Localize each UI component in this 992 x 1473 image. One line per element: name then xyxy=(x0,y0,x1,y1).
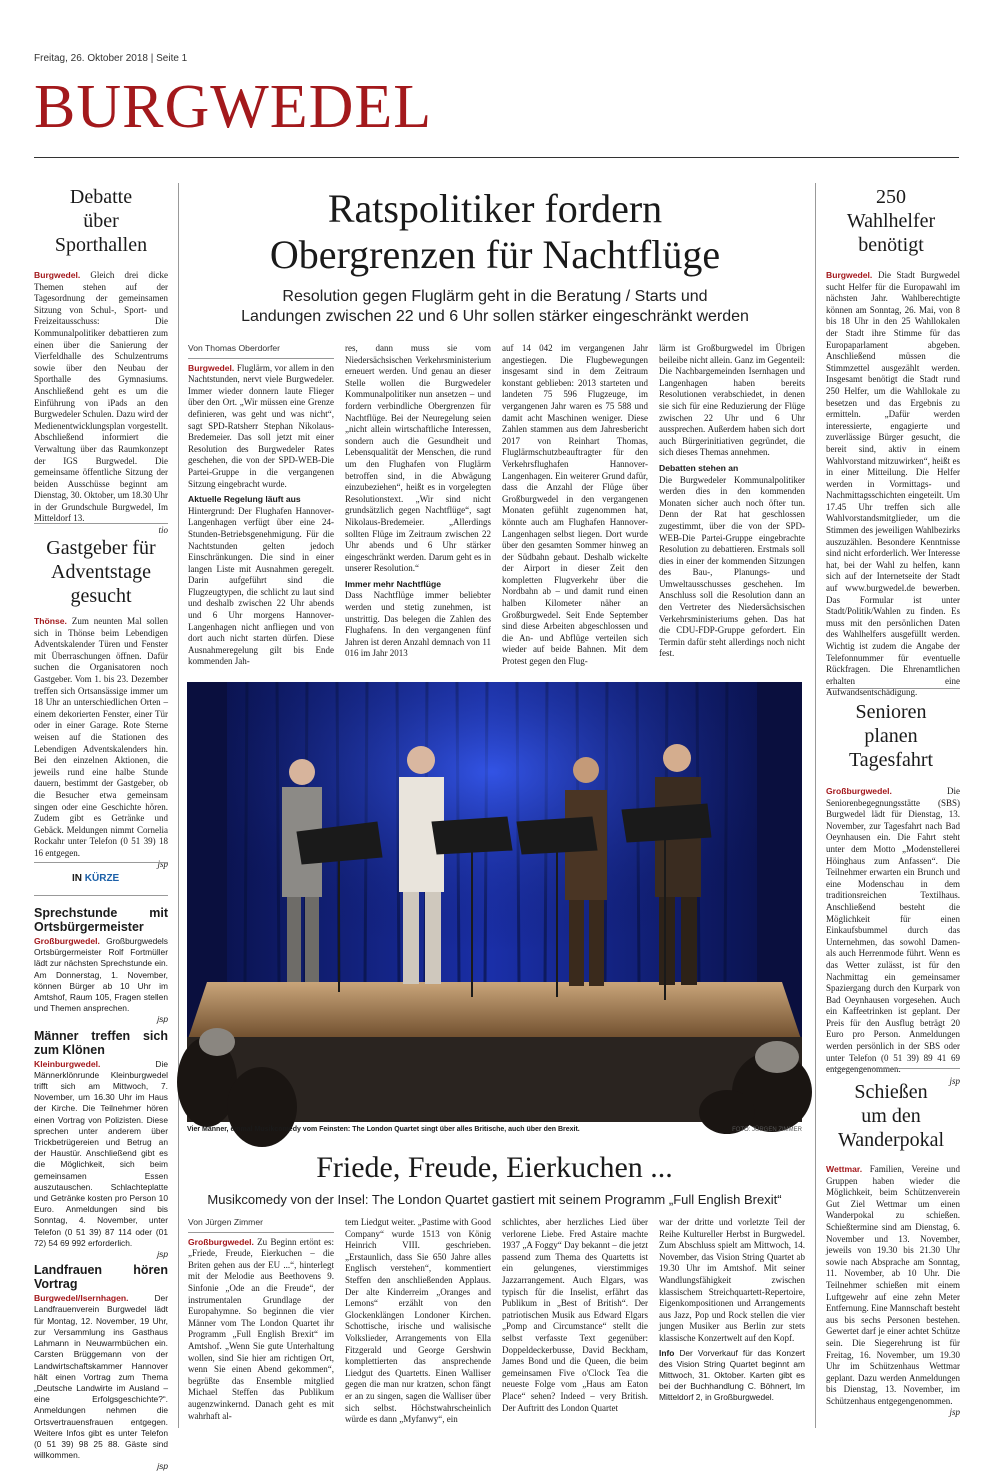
right-mid-article: Großburgwedel. Die Seniorenbegegnungsstätte (SBS) Burgwedel lädt für Dienstag, 13. November, zur Tagesfahrt nach Bad Oeynhausen ein. Die Fahrt steht unter dem Motto „Modenstellerei Höinghaus zum Anfassen“. Die Teilnehmer erwarten ein Brunch und eine Modenschau in dem traditionsreichen Textilhaus. Anschließend besteht die Möglichkeit für einen Einkaufsbummel durch das Unternehmen, das sowohl Damen- als auch Herrenmode führt. Wenn es das Wetter zulässt, ist für den Nachmittag ein gemeinsamer Spaziergang durch den Kurpark von Bad Oeynhausen vorgesehen. Auch ein Kaffeetrinken ist geplant. Der Preis für den Ausflug beträgt 20 Euro pro Person. Anmeldungen werden persönlich in der SBS oder unter Telefon (0 51 39) 89 41 69 entgegengenommen. jsp xyxy=(826,786,960,1086)
main-deck: Resolution gegen Fluglärm geht in die Beratung / Starts und Landungen zwischen 22 und 6 Uhr sollen stärker eingeschränkt werden xyxy=(241,288,749,325)
second-article-col-2: tem Liedgut weiter. „Pastime with Good Company“ wurde 1513 von König Heinrich VIII. geschrieben. „Erstaunlich, dass Sie 650 Jahre alles Englisch verstehen“, kommentiert Steffen den anschließenden Applaus. Der alte Kinderreim „Oranges and Lemons“ erzählt von den Glockenklängen Londoner Kirchen. Schottische, irische und walisische Volkslieder, Arrangements von Ella Fitzgerald und George Gershwin komplettierten das ansprechende Liedgut des Quartetts. Einen Walliser gegen die man nur kratzen, schon fängt er an zu singen, sagen die Walliser über sich selbst. Höchstwahrscheinlich würde es dann „Myfanwy“, ein xyxy=(345,1217,491,1425)
second-headline: Friede, Freude, Eierkuchen ... xyxy=(316,1151,673,1184)
left-top-article: Burgwedel. Gleich drei dicke Themen stehen auf der Tagesordnung der gemeinsamen Sitzung von Schul-, Sport- und Freizeitausschuss: Die Kommunalpolitiker debattieren zum einen über die Sanierung der Vierfeldhalle des Schulzentrums sowie über den Neubau der Sporthalle des Gymnasiums. Anschließend geht es um die Einführung von iPads an den Burgwedeler Schulen. Dazu wird der Medienentwicklungsplan vorgestellt. Abschließend informiert die Verwaltung über das Raumkonzept der IGS Burgwedel. Die gemeinsame öffentliche Sitzung der beiden Ausschüsse beginnt am Dienstag, 30. Oktober, um 18.30 Uhr in der Grundschule Burgwedel, Im Mitteldorf 13. tio xyxy=(34,270,168,536)
photo-caption: Vier Männer, einmal Musikcomedy vom Feinsten: The London Quartet singt über alles Britische, auch über den Brexit. FOTO: JÜRGEN ZIMMER xyxy=(187,1126,802,1133)
left-column-rule xyxy=(178,183,179,1428)
main-article-col-3: auf 14 042 im vergangenen Jahr angestiegen. Die Flugbewegungen insgesamt sind in dem Zeitraum konstant geblieben: 2013 starteten und landeten 75 596 Flugzeuge, im vergangenen Jahr waren es 75 588 und damit acht Maschinen weniger. Diese Zahlen stammen aus dem Jahresbericht 2017 von Reinhart Thomas, Fluglärmschutzbeauftragter für den Verkehrsflughafen Hannover-Langenhagen. Ein weiterer Grund dafür, dass die Anzahl der Flüge über Großburgwedel in den vergangenen Monaten gefühlt zugenommen hat, könnte auch am Flughafen Hannover-Langenhagen selbst liegen. Dort wurde über den gesamten Sommer hinweg an der Südbahn gebaut. Deshalb wickelte der Airport in dieser Zeit den kompletten Flugverkehr über die Nordbahn ab – und damit rund einen halben Kilometer näher an Großburgwedel. Seit Ende September sind diese Arbeiten abgeschlossen und die An- und Abflüge verteilen sich wieder auf beide Bahnen. Mit dem Protest gegen den Flug- xyxy=(502,343,648,667)
brief-item: Landfrauen hören Vortrag Burgwedel/Isernhagen. Der Landfrauenverein Burgwedel lädt für Montag, 12. November, 19 Uhr, zur Versammlung ins Gasthaus Lahmann in Neuwarmbüchen ein. Carsten Brüggemann von der Landwirtschaftskammer Hannover hält einen Vortrag zum Thema „Deutsche Landwirte im Ausland – eine Erfolgsgeschichte?“. Anmeldungen nehmen die Ortsvertrauensfrauen entgegen. Weitere Infos gibt es unter Telefon (0 51 39) 98 25 88. Gäste sind willkommen. jsp xyxy=(34,1263,168,1472)
second-article-col-1: Von Jürgen Zimmer Großburgwedel. Zu Beginn ertönt es: „Friede, Freude, Eierkuchen – die Briten gehen aus der EU ...“, hinterlegt mit der Melodie aus Beethovens 9. Sinfonie „Ode an die Freude“, der instrumentalen Grundlage der Europahymne. So beginnen die vier Männer vom The London Quartet ihr Programm „Full English Brexit“ im Amtshof. „Wenn Sie gute Unterhaltung wollen, sind Sie hier am richtigen Ort, wenn Sie einen Abend gekommen“, begrüßte das Ensemble mitglied Michael Steffen das Publikum augenzwinkernd. Danach geht es mit wahrhaft al- xyxy=(188,1217,334,1421)
masthead: BURGWEDEL xyxy=(34,73,433,141)
second-article-col-4: war der dritte und vorletzte Teil der Reihe Kultureller Herbst in Burgwedel. Zum Abschluss spielt am Mittwoch, 14. November, das Vision String Quartet ab 19.30 Uhr im Amtshof. Mit seiner Wandlungsfähigkeit zwischen klassischem Streichquartett-Repertoire, Eigenkompositionen und Arrangements aus Jazz, Pop und Rock stellen die vier jungen Musiker aus Berlin zur stets klassische Konzertwelt auf den Kopf. Info Der Vorverkauf für das Konzert des Vision String Quartet beginnt am Mittwoch, 31. Oktober. Karten gibt es bei der Buchhandlung C. Böhnert, Im Mitteldorf 2, in Großburgwedel. xyxy=(659,1217,805,1403)
left-mid-article: Thönse. Zum neunten Mal sollen sich in Thönse beim Lebendigen Adventskalender Türen und Fenster mit Überraschungen öffnen. Dafür suchen die Organisatoren noch Gastgeber. Vom 1. bis 23. Dezember treffen sich Ortsansässige immer um 18 Uhr an unterschiedlichen Orten – einem dekorierten Fenster, einer Tür oder in einer Garage. Rote Sterne weisen auf die Stationen des Lebendigen Adventskalenders hin. Bei den einzelnen Aktionen, die jeweils rund eine halbe Stunde dauern, bestimmt der Gastgeber, ob die Besucher etwa gemeinsam singen oder eine Geschichte hören. Zudem gibt es Getränke und Gebäck. Meldungen nimmt Cornelia Rockahr unter Telefon (0 51 39) 18 16 entgegen. jsp xyxy=(34,616,168,870)
dateline: Freitag, 26. Oktober 2018 | Seite 1 xyxy=(34,53,188,64)
in-kuerze-label: IN KÜRZE xyxy=(72,873,120,884)
brief-item: Sprechstunde mit Ortsbürgermeister Großburgwedel. Großburgwedels Ortsbürgermeister Rolf Fortmüller lädt zur nächsten Sprechstunde ein. Am Donnerstag, 1. November, können Bürger ab 10 Uhr im Amtshof, Raum 105, Fragen stellen und Themen ansprechen. jsp xyxy=(34,906,168,1025)
right-divider-1 xyxy=(826,688,960,689)
second-deck: Musikcomedy von der Insel: The London Quartet gastiert mit seinem Programm „Full English Brexit“ xyxy=(207,1192,782,1207)
left-divider-3 xyxy=(34,895,168,896)
right-top-headline: 250 Wahlhelfer benötigt xyxy=(846,186,936,256)
main-article-col-2: res, dann muss sie vom Niedersächsischen Verkehrsministerium erneuert werden. Und genau an dieser Stelle wollen die Burgwedeler Kommunalpolitiker nun ansetzen – und fordern verbindliche Obergrenzen für Nachtflüge. Bei der Neuregelung seien „nicht allein wirtschaftliche Interessen, sondern auch die Gesundheit und Lebensqualität der Menschen, die rund um den Flughafen von Fluglärm betroffen sind, in die Abwägung einzubeziehen“, heißt es in vorgelegten Resolutionstext. „Wir sind nicht grundsätzlich gegen Nachtflüge“, sagt Nikolaus-Bredemeier. „Allerdings sollten Flüge im Zeitraum zwischen 22 Uhr abends und 6 Uhr stärker eingeschränkt werden. Darum geht es in unserer Resolution.“ Immer mehr Nachtflüge Dass Nachtflüge immer beliebter werden und stetig zunehmen, ist unstrittig. Das belegen die Zahlen des Flughafens. In den vergangenen fünf Jahren ist deren Anzahl demnach von 11 016 im Jahr 2013 xyxy=(345,343,491,659)
right-mid-headline: Senioren planen Tagesfahrt xyxy=(848,701,934,771)
left-divider-1 xyxy=(34,523,168,524)
brief-item: Männer treffen sich zum Klönen Kleinburgwedel. Die Männerklönrunde Kleinburgwedel trifft sich am Mittwoch, 7. November, um 16.30 Uhr im Haus der Kirche. Die Teilnehmer hören einen Vortrag von Polizisten. Diese sprechen unter anderem über Trickbetrügereien und Betrug an der Haustür. Anschließend gibt es die Möglichkeit, sich beim gemeinsamen Essen auszutauschen. Schlachteplatte und Getränke kosten pro Person 10 Euro. Anmeldungen sind bis Sonntag, 4. November, unter Telefon (0 51 39) 87 114 oder (01 72) 54 69 992 erforderlich. jsp xyxy=(34,1028,168,1260)
left-divider-2 xyxy=(34,862,168,863)
left-top-headline: Debatte über Sporthallen xyxy=(54,186,148,256)
main-article-col-4: lärm ist Großburgwedel im Übrigen beileibe nicht allein. Ganz im Gegenteil: Die Nachbargemeinden Isernhagen und Langenhagen haben bereits Resolutionen verabschiedet, in denen sie sich für eine Reduzierung der Flüge zwischen 22 Uhr und 6 Uhr aussprechen. Außerdem haben sich dort auch Bürgerinitiativen gegründet, die sich dieses Themas annehmen. Debatten stehen an Die Burgwedeler Kommunalpolitiker werden dies in den kommenden Monaten sicher auch noch öfter tun. Denn der Rat hat geschlossen zugestimmt, über die von der SPD-WEB-Die Partei-Gruppe eingebrachte Resolution zu debattieren. Erstmals soll dies in einer der kommenden Sitzungen des Bau-, Planungs- und Umweltausschusses geschehen. Im Anschluss soll die Resolution dann an den Vertreter des Niedersächsischen Verkehrsministeriums gehen. Das hat die CDU-FDP-Gruppe gefordert. Ein Termin dafür steht allerdings noch nicht fest. xyxy=(659,343,805,659)
right-bottom-article: Wettmar. Familien, Vereine und Gruppen haben wieder die Möglichkeit, beim Schützenverein Gut Ziel Wettmar um einen Wanderpokal zu schießen. Schießtermine sind am Dienstag, 6. November und 13. November, jeweils von 19.30 bis 21.30 Uhr sowie nach Absprache am Sonntag, 11. November, ab 10 Uhr. Die Teilnehmer schießen mit einem Luftgewehr auf eine zehn Meter Entfernung. Eine Mannschaft besteht aus bis sechs Personen bestehen. Gewertet darf je einer achtet Schütze sein. Die Siegerehrung ist für Freitag, 16. November, um 19.30 Uhr im Schützenhaus Wettmar geplant. Dazu werden Anmeldungen bis Dienstag, 13. November, im Schützenhaus entgegengenommen. jsp xyxy=(826,1164,960,1418)
main-headline: Ratspolitiker fordern Obergrenzen für Nachtflüge xyxy=(269,186,721,277)
right-bottom-headline: Schießen um den Wanderpokal xyxy=(837,1081,945,1151)
main-article-col-1: Von Thomas Oberdorfer Burgwedel. Fluglärm, vor allem in den Nachtstunden, nervt viele Burgwedeler. Immer wieder donnern laute Flieger über den Ort. „Wir müssen eine Grenze definieren, was geht und was nicht“, sagt SPD-Ratsherr Stephan Nikolaus-Bredemeier. Das soll jetzt mit einer Resolution des Burgwedeler Rates geschehen, die von der SPD-WEB-Die Partei-Gruppe in die vergangenen Sitzung eingebracht wurde. Aktuelle Regelung läuft aus Hintergrund: Der Flughafen Hannover-Langenhagen verfügt über eine 24-Stunden-Betriebsgenehmigung. Für die Nachtstunden gelten jedoch Einschränkungen. Die sind in einer langen Liste mit Ausnahmen geregelt. Darin aufgeführt sind die Flugzeugtypen, die schlicht zu laut sind und deshalb zwischen 22 Uhr abends und 6 Uhr morgens Hannover-Langenhagen nicht anfliegen und von dort auch nicht starten dürfen. Diese Ausnahmeregelung gilt bis Ende kommenden Jah- xyxy=(188,343,334,667)
right-divider-2 xyxy=(826,1068,960,1069)
right-top-article: Burgwedel. Die Stadt Burgwedel sucht Helfer für die Europawahl im nächsten Jahr. Wahlberechtigte können am Sonntag, 26. Mai, von 8 bis 18 Uhr in den 25 Wahllokalen der Stadt ihre Stimme für das Europaparlament abgeben. Anschließend müssen die Stimmzettel ausgezählt werden. Insgesamt benötigt die Stadt rund 250 Helfer, um die Wahllokale zu besetzen und das Ergebnis zu ermitteln. „Dafür werden interessierte, engagierte und zuverlässige Bürger gesucht, die bereit sind, aktiv in einem Wahlvorstand mitzuwirken“, heißt es in einer Mitteilung. Die Helfer werden in Vormittags- und Nachmittagsschichten eingeteilt. Um 17.45 Uhr treffen sich alle Wahlvorstandsmitglieder, um die Stimmen des jeweiligen Wahlbezirks auszuzählen. Besondere Kenntnisse sind nicht erforderlich. Wer Interesse hat, bei der Wahl zu helfen, kann sich auf der Internetseite der Stadt auf www.burgwedel.de bewerben. Das Formular ist unter Stadt/Politik/Wahlen zu finden. Es muss mit den persönlichen Daten des Wahlhelfers ausgefüllt werden. Wichtig ist zudem die Angabe der Telefonnummer für eventuelle Rückfragen. Die Ehrenamtlichen erhalten eine Aufwandsentschädigung. xyxy=(826,270,960,698)
concert-photo xyxy=(187,682,802,1122)
briefs-column xyxy=(34,906,168,1473)
right-column-rule xyxy=(815,183,816,1428)
top-rule xyxy=(34,157,959,158)
photo-credit: FOTO: JÜRGEN ZIMMER xyxy=(732,1127,802,1133)
second-article-col-3: schlichtes, aber herzliches Lied über verlorene Liebe. Fred Astaire machte 1937 „A Foggy“ Day bekannt – die jetzt passend zum Thema des Quartetts ist ein gelungenes, vierstimmiges Jazzarrangement. Auch Elgars, was typisch für die Inselist, erfährt das Publikum in „Best of British“. Der patriotischen Musik aus Edward Elgars „Pomp and Circumstance“ stellt die selbst verfasste Text gegenüber: Doppeldeckerbusse, David Beckham, James Bond und die Queen, die beim gemeinsamen Five o'Clock Tea die neueste Folge vom „Haus am Eaton Place“ sehen? Indeed – very British. Der Auftritt des London Quartet xyxy=(502,1217,648,1413)
left-mid-headline: Gastgeber für Adventstage gesucht xyxy=(46,537,156,607)
